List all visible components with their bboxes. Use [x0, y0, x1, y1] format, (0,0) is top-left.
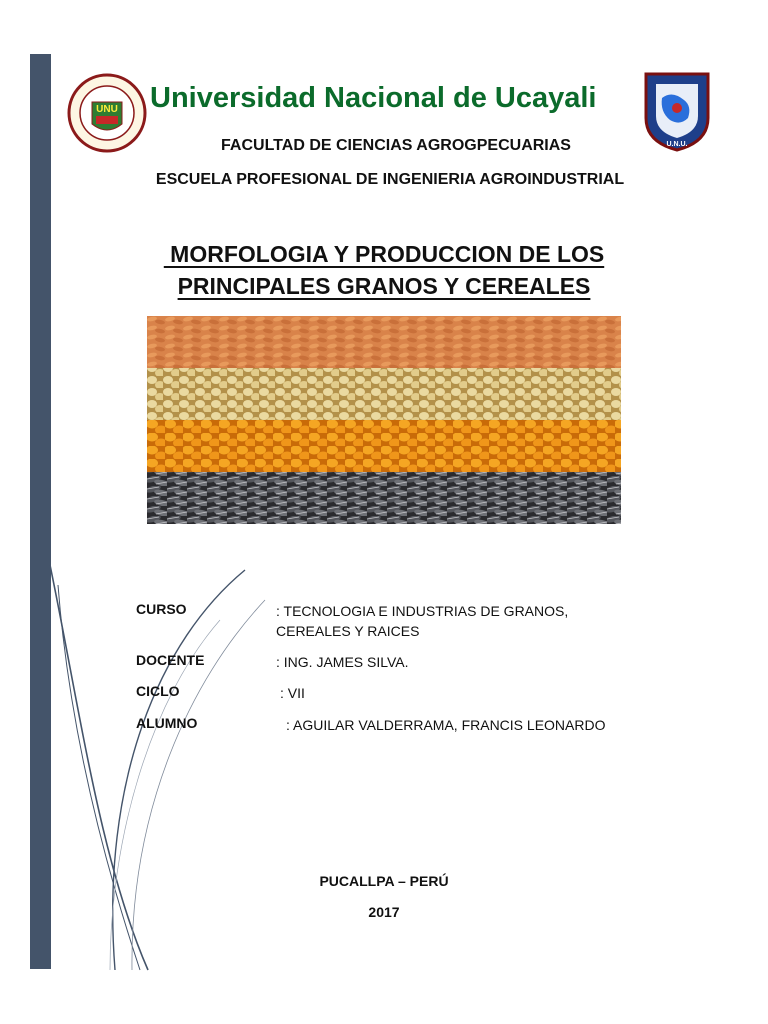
wheat-band — [147, 316, 621, 368]
document-title — [0, 238, 768, 302]
university-name: Universidad Nacional de Ucayali — [150, 82, 597, 114]
info-label: DOCENTE — [136, 652, 205, 668]
sunflower-seed-band — [147, 472, 621, 524]
info-label: CURSO — [136, 601, 187, 617]
info-value: : ING. JAMES SILVA. — [276, 654, 409, 670]
footer-city: PUCALLPA – PERÚ — [319, 873, 449, 889]
corn-band — [147, 420, 621, 472]
school-name: ESCUELA PROFESIONAL DE INGENIERIA AGROINDUSTRIAL — [155, 171, 625, 188]
info-label: CICLO — [136, 683, 180, 699]
title-line-1: MORFOLOGIA Y PRODUCCION DE LOS — [163, 241, 605, 267]
info-label: ALUMNO — [136, 715, 198, 731]
title-line-2: PRINCIPALES GRANOS Y CEREALES — [177, 273, 591, 299]
soybean-band — [147, 368, 621, 420]
info-value: : TECNOLOGIA E INDUSTRIAS DE GRANOS, CEREALES Y RAICES — [276, 603, 569, 639]
info-value: : VII — [280, 685, 305, 701]
info-value: : AGUILAR VALDERRAMA, FRANCIS LEONARDO — [286, 717, 606, 733]
footer-year: 2017 — [368, 904, 400, 920]
faculty-name: FACULTAD DE CIENCIAS AGROGPECUARIAS — [221, 137, 571, 154]
seal-abbr: UNU — [96, 104, 118, 115]
svg-text:U.N.U.: U.N.U. — [666, 141, 688, 148]
grains-cover-image — [147, 316, 621, 524]
